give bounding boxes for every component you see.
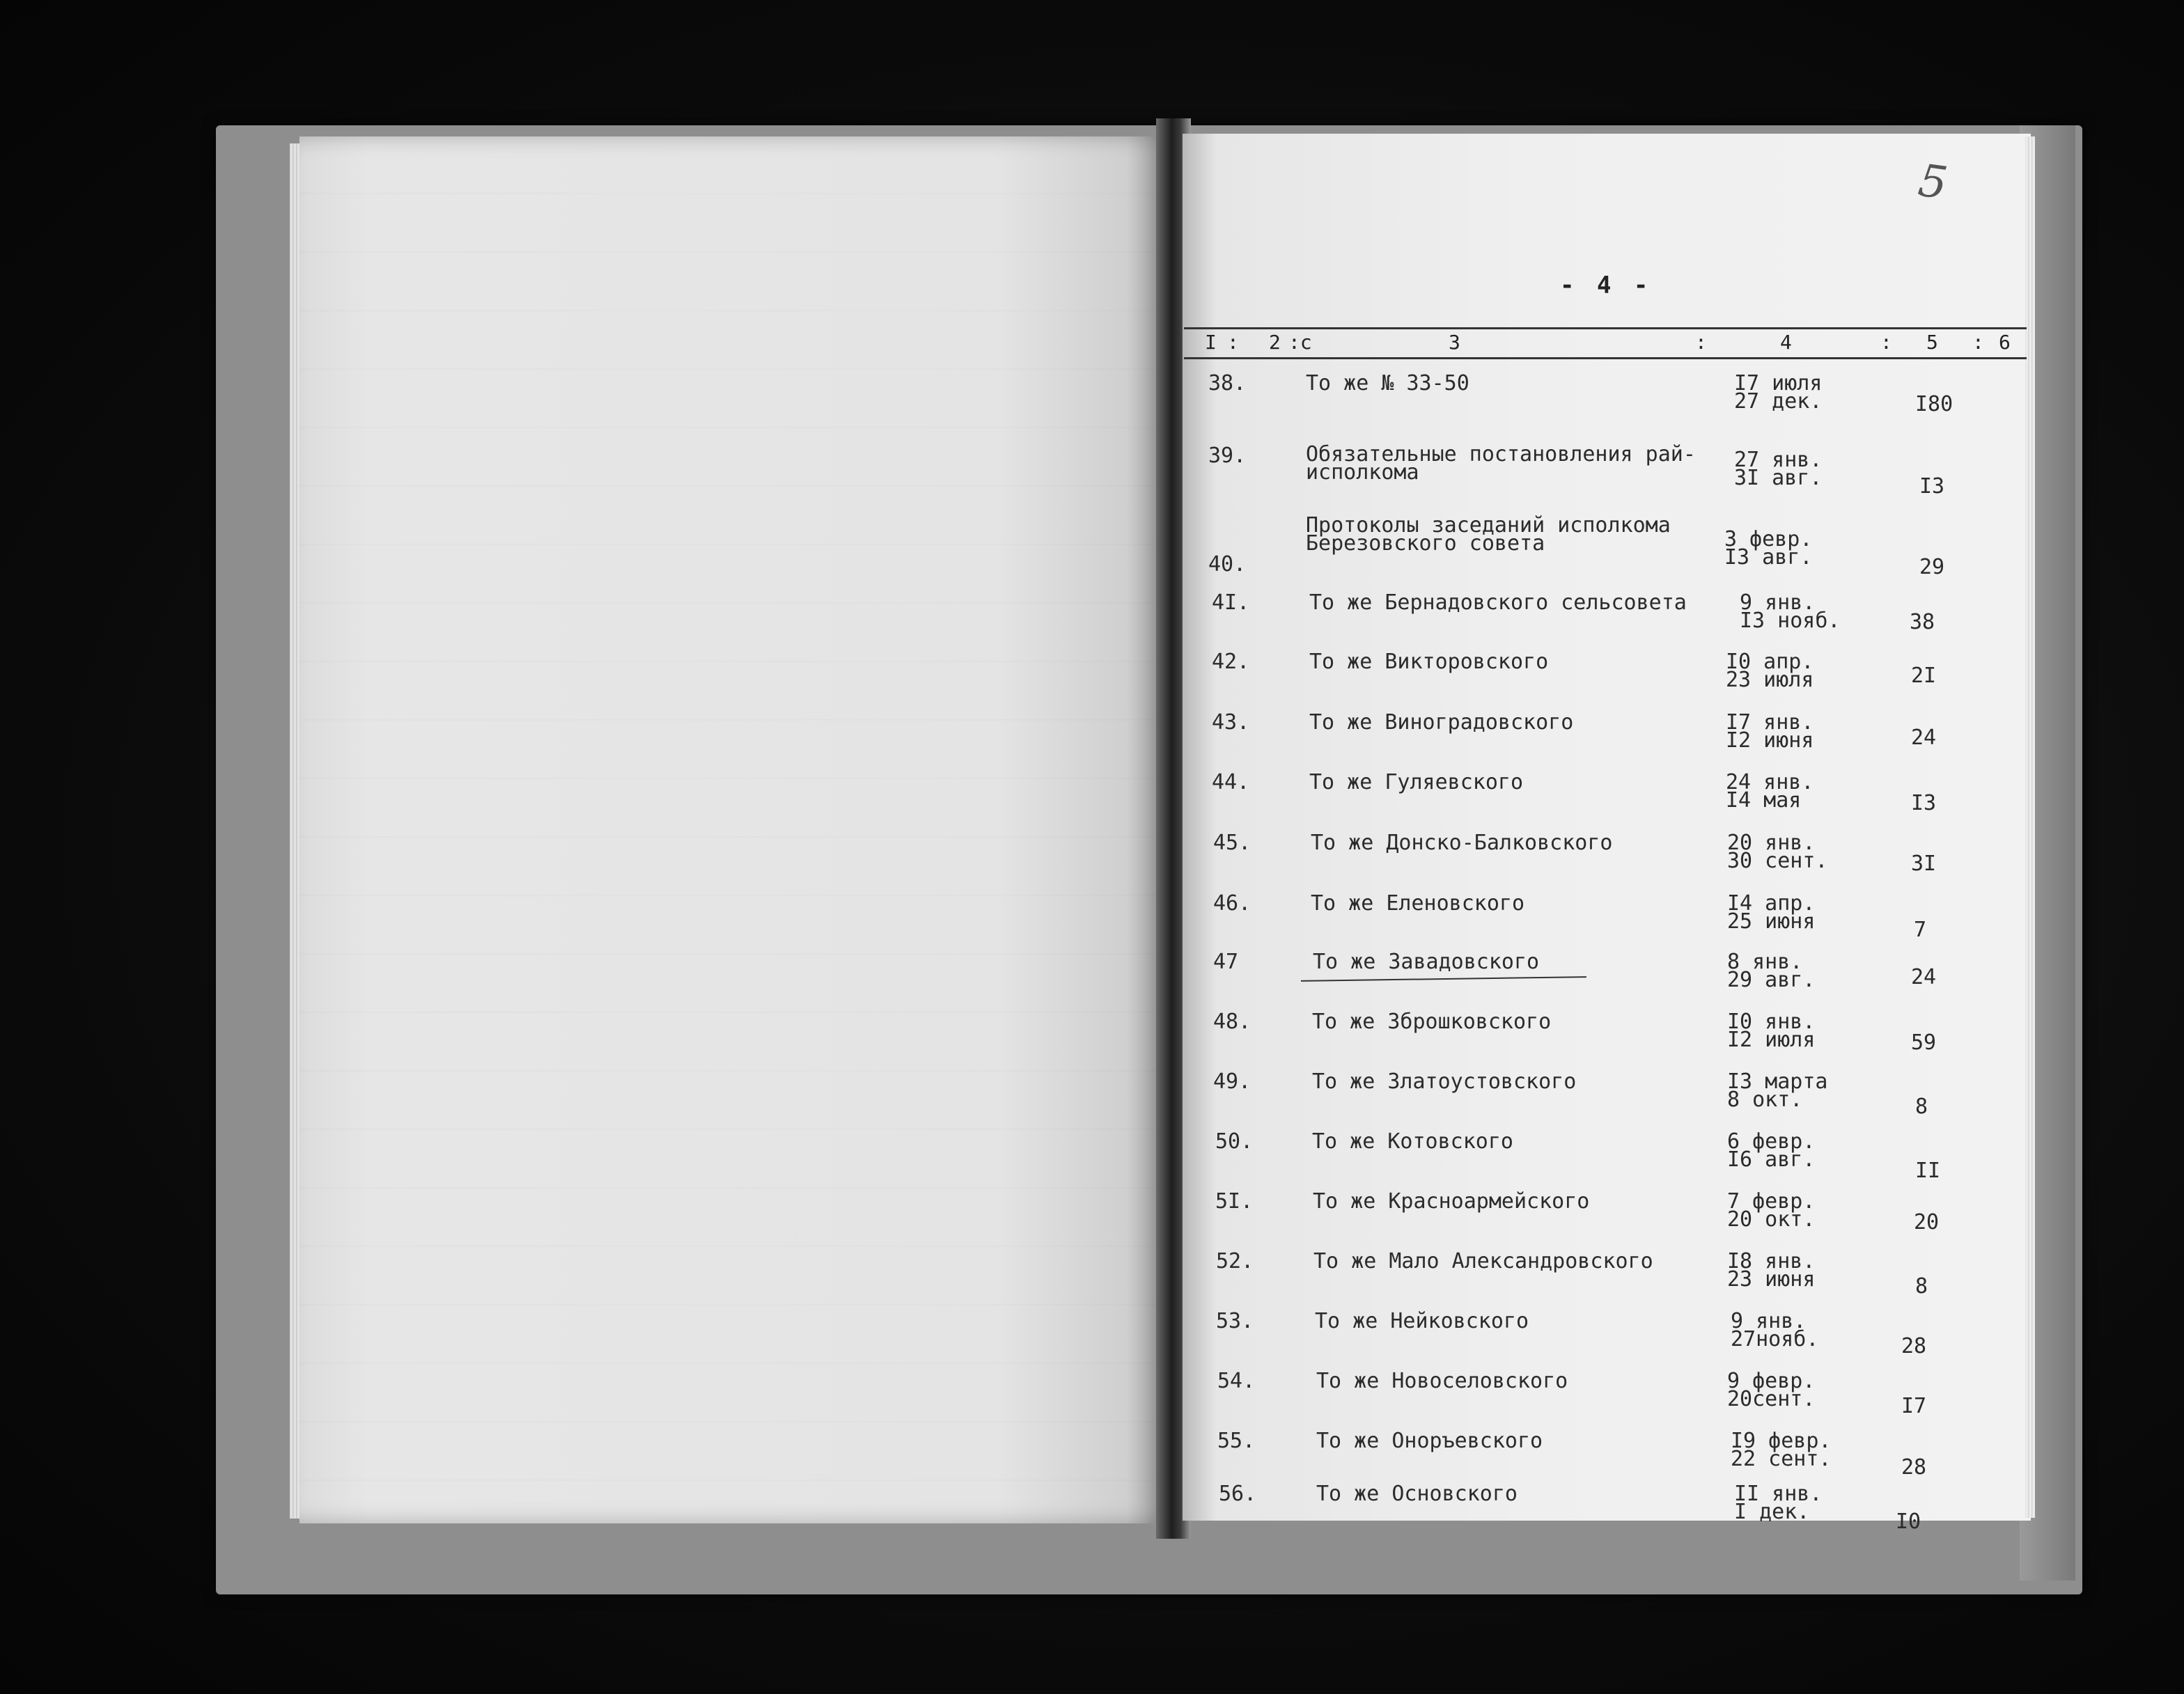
- row-date-line: 24 янв.: [1726, 770, 1814, 794]
- row-sheet-count: 7: [1914, 918, 1927, 942]
- row-number: 53.: [1216, 1309, 1254, 1333]
- row-date-line: 23 июня: [1727, 1267, 1816, 1292]
- row-number: 46.: [1213, 891, 1251, 916]
- column-header-sep-4: :: [1880, 331, 1892, 354]
- row-title-line: То же Донско-Балковского: [1311, 831, 1613, 855]
- row-date-line: I4 мая: [1726, 788, 1802, 813]
- row-date-line: 9 янв.: [1740, 590, 1816, 615]
- row-number: 52.: [1216, 1249, 1254, 1273]
- row-sheet-count: 59: [1911, 1030, 1937, 1055]
- row-sheet-count: 28: [1901, 1455, 1927, 1480]
- row-number: 38.: [1208, 371, 1247, 395]
- row-sheet-count: 2I: [1911, 664, 1937, 688]
- row-number: 54.: [1217, 1369, 1256, 1393]
- row-number: 42.: [1212, 650, 1250, 674]
- column-header-3: 3: [1449, 331, 1460, 354]
- row-title-line: То же Красноармейского: [1313, 1189, 1590, 1214]
- row-title-line: То же Гуляевского: [1309, 770, 1524, 794]
- row-sheet-count: 24: [1911, 726, 1937, 750]
- page-number: - 4 -: [1560, 272, 1653, 299]
- row-date-line: I0 апр.: [1726, 650, 1814, 674]
- row-number: 50.: [1215, 1129, 1254, 1154]
- row-sheet-count: 8: [1915, 1274, 1928, 1299]
- row-number: 39.: [1208, 444, 1247, 468]
- row-title-line: То же Новоселовского: [1316, 1369, 1568, 1393]
- column-header-4: 4: [1780, 331, 1792, 354]
- row-title-line: То же Еленовского: [1311, 891, 1525, 916]
- row-number: 56.: [1219, 1482, 1257, 1506]
- row-number: 49.: [1213, 1069, 1251, 1094]
- row-sheet-count: I80: [1915, 392, 1953, 416]
- row-number: 5I.: [1215, 1189, 1254, 1214]
- row-date-line: 20 янв.: [1727, 831, 1816, 855]
- row-title-line: Протоколы заседаний исполкома: [1306, 513, 1671, 538]
- row-title-line: Обязательные постановления рай-: [1306, 442, 1696, 466]
- row-title-line: То же Виноградовского: [1309, 710, 1574, 735]
- row-number: 44.: [1212, 770, 1250, 794]
- row-date-line: 23 июля: [1726, 668, 1814, 692]
- row-date-line: I дек.: [1734, 1500, 1810, 1524]
- row-sheet-count: 8: [1915, 1095, 1928, 1119]
- row-date-line: 9 янв.: [1731, 1309, 1807, 1333]
- row-sheet-count: II: [1915, 1159, 1941, 1183]
- row-title-line: То же Златоустовского: [1312, 1069, 1577, 1094]
- row-date-line: 25 июня: [1727, 909, 1816, 934]
- row-date-line: II янв.: [1734, 1482, 1823, 1506]
- column-header-sep-5: :: [1972, 331, 1984, 354]
- row-date-line: 27нояб.: [1731, 1327, 1819, 1351]
- row-date-line: 29 авг.: [1727, 968, 1816, 992]
- row-date-line: I3 авг.: [1724, 545, 1813, 570]
- row-title-line: То же № 33-50: [1306, 371, 1469, 395]
- row-title-line: То же Основского: [1316, 1482, 1518, 1506]
- column-header-2: 2: [1269, 331, 1281, 354]
- row-date-line: 22 сент.: [1731, 1447, 1832, 1471]
- row-number: 55.: [1217, 1429, 1256, 1453]
- row-number: 48.: [1213, 1010, 1251, 1034]
- row-date-line: 9 февр.: [1727, 1369, 1816, 1393]
- column-header-2-suffix: :c: [1288, 331, 1312, 354]
- row-date-line: 8 окт.: [1727, 1088, 1803, 1112]
- row-date-line: I2 июня: [1726, 728, 1814, 753]
- row-date-line: I8 янв.: [1727, 1249, 1816, 1273]
- row-date-line: I7 янв.: [1726, 710, 1814, 735]
- row-date-line: 3 февр.: [1724, 527, 1813, 551]
- row-sheet-count: I3: [1911, 791, 1937, 815]
- row-title-line: То же Нейковского: [1315, 1309, 1529, 1333]
- row-title-line: исполкома: [1306, 460, 1419, 485]
- row-date-line: 6 февр.: [1727, 1129, 1816, 1154]
- row-date-line: I0 янв.: [1727, 1010, 1816, 1034]
- row-number: 43.: [1212, 710, 1250, 735]
- row-date-line: 3I авг.: [1734, 466, 1823, 490]
- row-title-line: То же Мало Александровского: [1313, 1249, 1653, 1273]
- column-header-6: 6: [1999, 331, 2011, 354]
- row-date-line: 20сент.: [1727, 1387, 1816, 1411]
- row-sheet-count: 20: [1914, 1210, 1940, 1234]
- column-header-5: 5: [1926, 331, 1938, 354]
- row-title-line: То же Завадовского: [1313, 950, 1540, 974]
- row-date-line: I4 апр.: [1727, 891, 1816, 916]
- row-date-line: I3 нояб.: [1740, 609, 1841, 633]
- row-date-line: I7 июля: [1734, 371, 1823, 395]
- row-date-line: 27 дек.: [1734, 389, 1823, 414]
- row-sheet-count: I3: [1919, 474, 1945, 499]
- row-number: 4I.: [1212, 590, 1250, 615]
- row-sheet-count: 38: [1910, 610, 1935, 634]
- row-title-line: То же Бернадовского сельсовета: [1309, 590, 1687, 615]
- left-page-bleed-through: [299, 136, 1170, 1523]
- row-number: 45.: [1213, 831, 1251, 855]
- row-date-line: 8 янв.: [1727, 950, 1803, 974]
- row-sheet-count: 28: [1901, 1334, 1927, 1358]
- pencil-folio-number: 5: [1915, 155, 1951, 210]
- row-title-line: То же Зброшковского: [1312, 1010, 1552, 1034]
- row-date-line: 27 янв.: [1734, 448, 1823, 472]
- column-header-sep-1: :: [1227, 331, 1239, 354]
- row-date-line: I2 июля: [1727, 1028, 1816, 1052]
- right-page-stack-edge: [2025, 136, 2035, 1518]
- column-header-1: I: [1205, 331, 1217, 354]
- row-number: 40.: [1208, 552, 1247, 577]
- row-sheet-count: 29: [1919, 555, 1945, 579]
- row-title-line: Березовского совета: [1306, 531, 1545, 556]
- row-sheet-count: I7: [1901, 1394, 1927, 1418]
- row-date-line: I3 марта: [1727, 1069, 1828, 1094]
- row-title-line: То же Оноръевского: [1316, 1429, 1543, 1453]
- row-date-line: I6 авг.: [1727, 1147, 1816, 1172]
- row-date-line: 7 февр.: [1727, 1189, 1816, 1214]
- row-sheet-count: 24: [1911, 965, 1937, 989]
- row-date-line: I9 февр.: [1731, 1429, 1832, 1453]
- column-header-row: [1184, 327, 2027, 359]
- row-number: 47: [1213, 950, 1239, 974]
- row-title-line: То же Викторовского: [1309, 650, 1549, 674]
- row-date-line: 30 сент.: [1727, 849, 1828, 873]
- row-sheet-count: 3I: [1911, 852, 1937, 876]
- row-sheet-count: I0: [1896, 1509, 1921, 1534]
- row-date-line: 20 окт.: [1727, 1207, 1816, 1232]
- row-title-line: То же Котовского: [1312, 1129, 1513, 1154]
- column-header-sep-3: :: [1695, 331, 1707, 354]
- left-page-blank: [299, 136, 1170, 1523]
